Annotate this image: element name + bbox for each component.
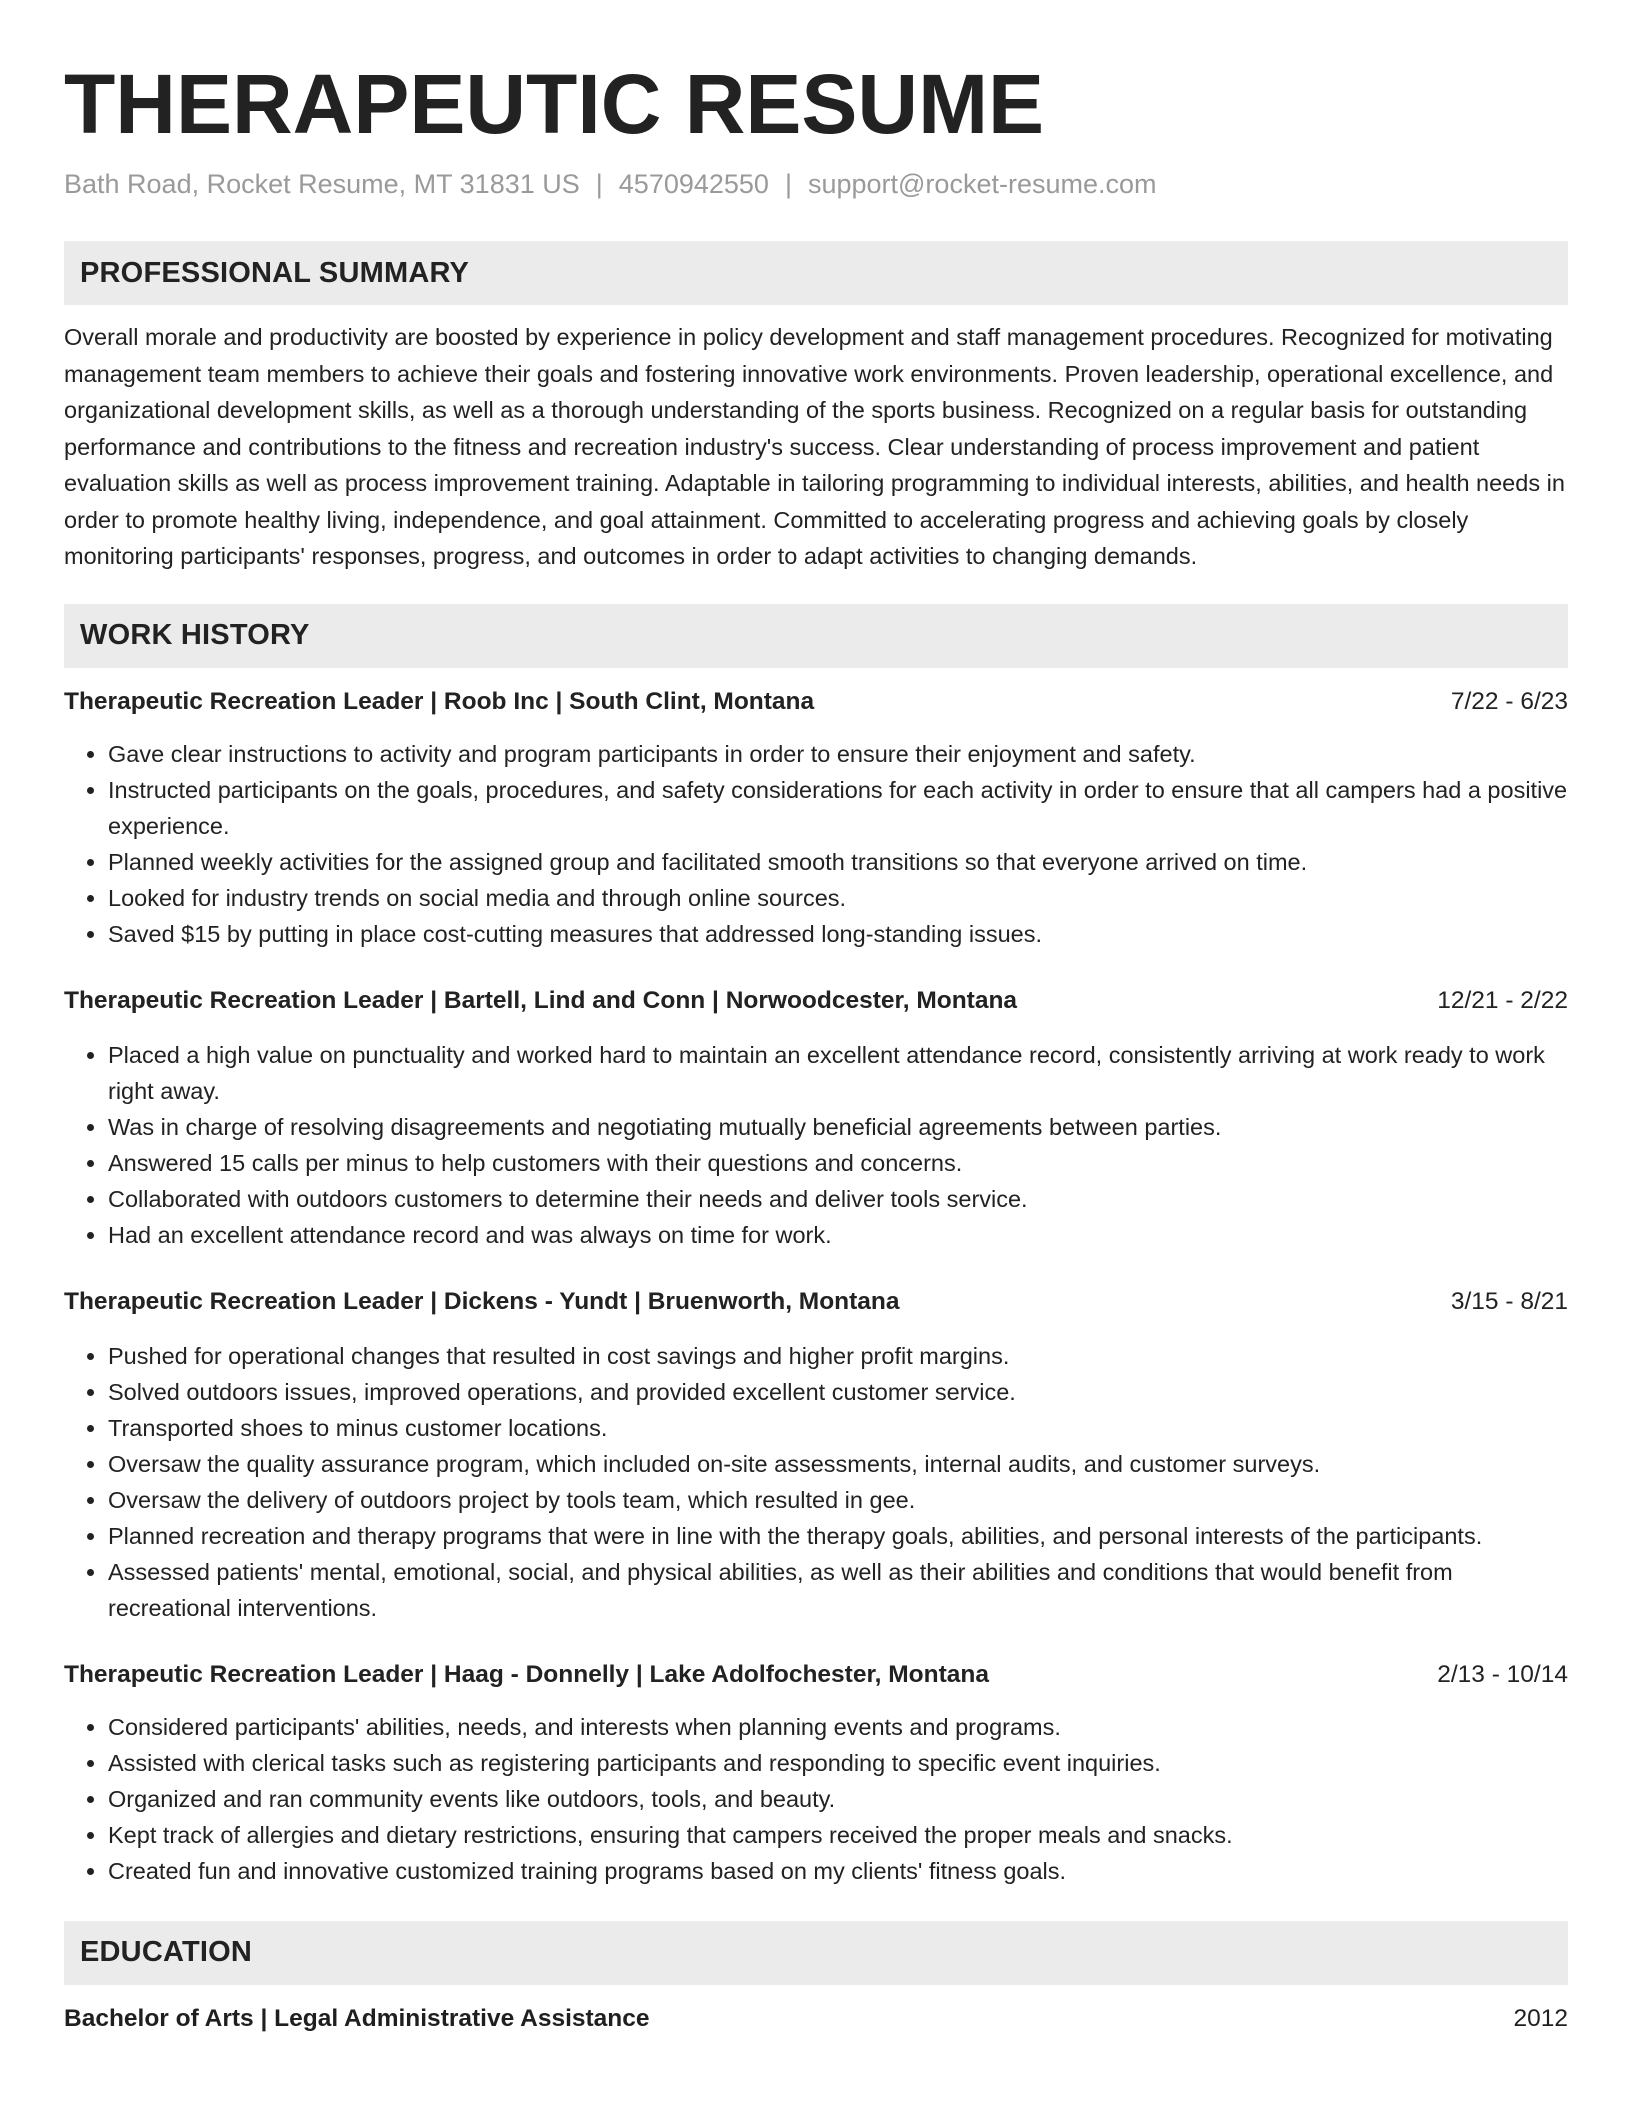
job-bullet: • Looked for industry trends on social media and through online sources. [108, 880, 1568, 916]
job-dates: 3/15 - 8/21 [1450, 1287, 1568, 1315]
job-header [64, 983, 1568, 1019]
education-entry [64, 2001, 1568, 2037]
job-bullet: • Was in charge of resolving disagreements and negotiating mutually beneficial agreements between parties. [108, 1109, 1568, 1145]
job-bullet: • Kept track of allergies and dietary restrictions, ensuring that campers received the proper meals and snacks. [108, 1817, 1568, 1853]
job-dates: 2/13 - 10/14 [1437, 1660, 1568, 1688]
job-bullet: • Oversaw the quality assurance program, which included on-site assessments, internal audits, and customer surveys. [108, 1446, 1568, 1482]
job-bullet: • Created fun and innovative customized training programs based on my clients' fitness goals. [108, 1853, 1568, 1889]
job-bullet: • Collaborated with outdoors customers to determine their needs and deliver tools service. [108, 1181, 1568, 1217]
job-bullet: • Had an excellent attendance record and was always on time for work. [108, 1217, 1568, 1253]
job-bullets [64, 1037, 1568, 1253]
job-title: Therapeutic Recreation Leader | Bartell, Lind and Conn | Norwoodcester, Montana [64, 986, 1018, 1014]
job-bullet: • Gave clear instructions to activity and program participants in order to ensure their enjoyment and safety. [108, 736, 1568, 772]
job-bullet: • Assessed patients' mental, emotional, social, and physical abilities, as well as their abilities and conditions that would benefit from recreational interventions. [108, 1554, 1568, 1626]
job-header [64, 1284, 1568, 1320]
job-dates: 12/21 - 2/22 [1437, 986, 1568, 1014]
job-title: Therapeutic Recreation Leader | Haag - Donnelly | Lake Adolfochester, Montana [64, 1660, 989, 1688]
contact-separator: | [595, 169, 603, 199]
education-year: 2012 [1513, 2004, 1568, 2032]
work-section-header [64, 604, 1568, 668]
job-bullets [64, 736, 1568, 952]
job-bullets [64, 1338, 1568, 1626]
job-header [64, 684, 1568, 720]
education-section-header [64, 1921, 1568, 1985]
job-header [64, 1657, 1568, 1693]
work-heading: WORK HISTORY [80, 619, 310, 651]
job-entry [64, 1657, 1568, 1889]
education-degree: Bachelor of Arts | Legal Administrative Assistance [64, 2004, 650, 2032]
resume-title: THERAPEUTIC RESUME [64, 57, 1045, 151]
job-bullet: • Planned weekly activities for the assigned group and facilitated smooth transitions so that everyone arrived on time. [108, 844, 1568, 880]
contact-line [64, 164, 1568, 204]
job-bullet: • Solved outdoors issues, improved operations, and provided excellent customer service. [108, 1374, 1568, 1410]
job-bullet: • Saved $15 by putting in place cost-cutting measures that addressed long-standing issues. [108, 916, 1568, 952]
job-bullet: • Oversaw the delivery of outdoors project by tools team, which resulted in gee. [108, 1482, 1568, 1518]
job-entry [64, 684, 1568, 952]
summary-section-header [64, 241, 1568, 305]
contact-address: Bath Road, Rocket Resume, MT 31831 US [64, 169, 580, 199]
job-bullet: • Considered participants' abilities, needs, and interests when planning events and programs. [108, 1709, 1568, 1745]
contact-email: support@rocket-resume.com [807, 169, 1157, 199]
contact-phone: 4570942550 [618, 169, 769, 199]
resume-page [64, 48, 1568, 2037]
job-bullet: • Assisted with clerical tasks such as registering participants and responding to specific event inquiries. [108, 1745, 1568, 1781]
education-heading: EDUCATION [80, 1936, 253, 1968]
job-title: Therapeutic Recreation Leader | Dickens - Yundt | Bruenworth, Montana [64, 1287, 900, 1315]
job-entry [64, 983, 1568, 1253]
job-bullet: • Placed a high value on punctuality and worked hard to maintain an excellent attendance record, consistently arriving at work ready to work right away. [108, 1037, 1568, 1109]
job-bullet: • Organized and ran community events like outdoors, tools, and beauty. [108, 1781, 1568, 1817]
job-title: Therapeutic Recreation Leader | Roob Inc | South Clint, Montana [64, 687, 815, 715]
job-bullet: • Transported shoes to minus customer locations. [108, 1410, 1568, 1446]
job-bullet: • Pushed for operational changes that resulted in cost savings and higher profit margins. [108, 1338, 1568, 1374]
summary-heading: PROFESSIONAL SUMMARY [80, 256, 470, 289]
job-bullet: • Planned recreation and therapy programs that were in line with the therapy goals, abilities, and personal interests of the participants. [108, 1518, 1568, 1554]
job-dates: 7/22 - 6/23 [1450, 687, 1568, 715]
job-bullet: • Answered 15 calls per minus to help customers with their questions and concerns. [108, 1145, 1568, 1181]
contact-separator: | [784, 169, 792, 199]
job-entry [64, 1284, 1568, 1626]
job-bullets [64, 1709, 1568, 1889]
summary-text: Overall morale and productivity are boosted by experience in policy development and staff management procedures. Recognized for motivating management team members to achieve their goals and fostering innovative work environments. Proven leadership, operational excellence, and organizational development skills, as well as a thorough understanding of the sports business. Recognized on a regular basis for outstanding performance and contributions to the fitness and recreation industry's success. Clear understanding of process improvement and patient evaluation skills as well as process improvement training. Adaptable in tailoring programming to individual interests, abilities, and health needs in order to promote healthy living, independence, and goal attainment. Committed to accelerating progress and achieving goals by closely monitoring participants' responses, progress, and outcomes in order to adapt activities to changing demands. [64, 324, 1565, 569]
job-bullet: • Instructed participants on the goals, procedures, and safety considerations for each activity in order to ensure that all campers had a positive experience. [108, 772, 1568, 844]
